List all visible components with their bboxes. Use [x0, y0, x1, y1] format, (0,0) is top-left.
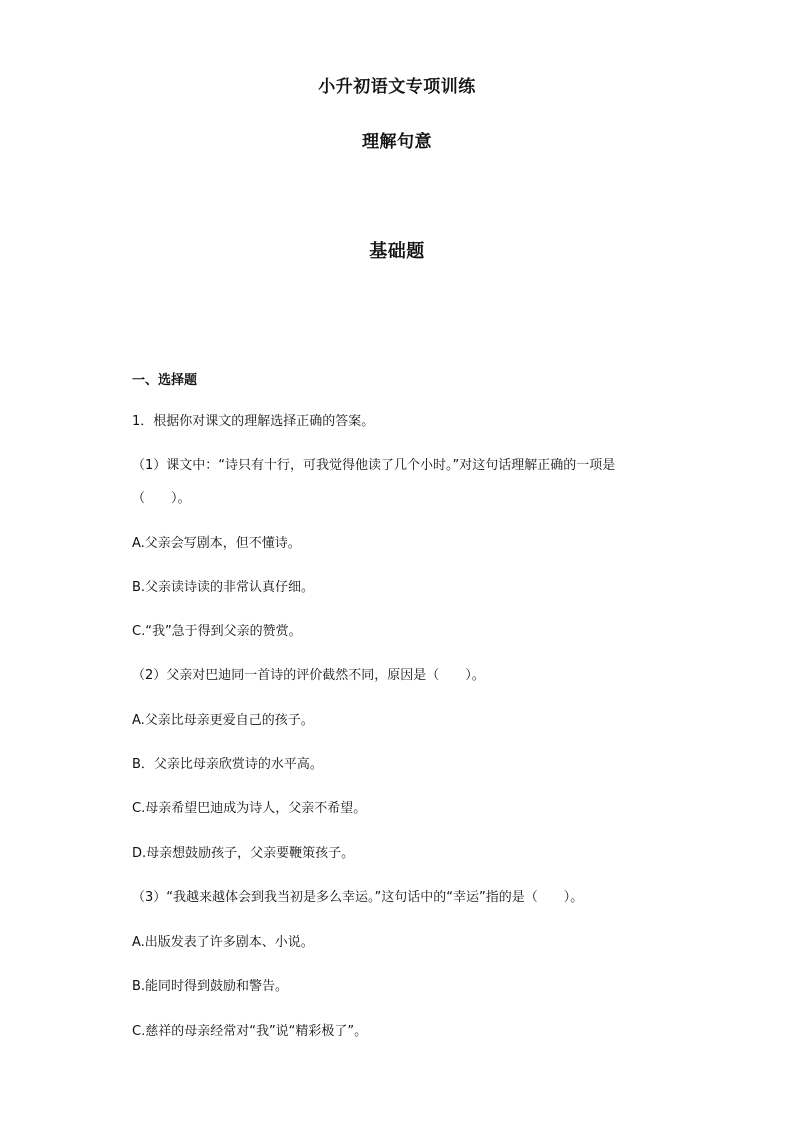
subquestion-1-stem: （1）课文中：“诗只有十行，可我觉得他读了几个小时。”对这句话理解正确的一项是: [132, 458, 616, 473]
subquestion-3-stem: （3）“我越来越体会到我当初是多么幸运。”这句话中的“幸运”指的是（ ）。: [132, 890, 584, 905]
document-title: 小升初语文专项训练: [318, 77, 476, 97]
subquestion-3-option-a: A.出版发表了许多剧本、小说。: [132, 935, 314, 950]
subquestion-2-stem: （2）父亲对巴迪同一首诗的评价截然不同，原因是（ ）。: [132, 668, 485, 683]
subquestion-3-option-c: C.慈祥的母亲经常对“我”说“精彩极了”。: [132, 1024, 368, 1039]
subquestion-2-option-c: C.母亲希望巴迪成为诗人，父亲不希望。: [132, 801, 367, 816]
subquestion-2-option-a: A.父亲比母亲更爱自己的孩子。: [132, 713, 314, 728]
subquestion-2-option-b: B．父亲比母亲欣赏诗的水平高。: [132, 757, 323, 772]
question-1-prompt: 1．根据你对课文的理解选择正确的答案。: [132, 414, 375, 429]
subquestion-1-stem-continued: （ ）。: [132, 491, 191, 506]
subquestion-2-option-d: D.母亲想鼓励孩子，父亲要鞭策孩子。: [132, 846, 355, 861]
subquestion-1-option-c: C.“我”急于得到父亲的赞赏。: [132, 624, 302, 639]
subquestion-1-option-b: B.父亲读诗读的非常认真仔细。: [132, 580, 315, 595]
section-heading: 一、选择题: [132, 373, 198, 388]
subquestion-3-option-b: B.能同时得到鼓励和警告。: [132, 979, 289, 994]
difficulty-level-heading: 基础题: [369, 241, 425, 262]
subquestion-1-option-a: A.父亲会写剧本，但不懂诗。: [132, 536, 301, 551]
document-subtitle: 理解句意: [362, 132, 432, 152]
